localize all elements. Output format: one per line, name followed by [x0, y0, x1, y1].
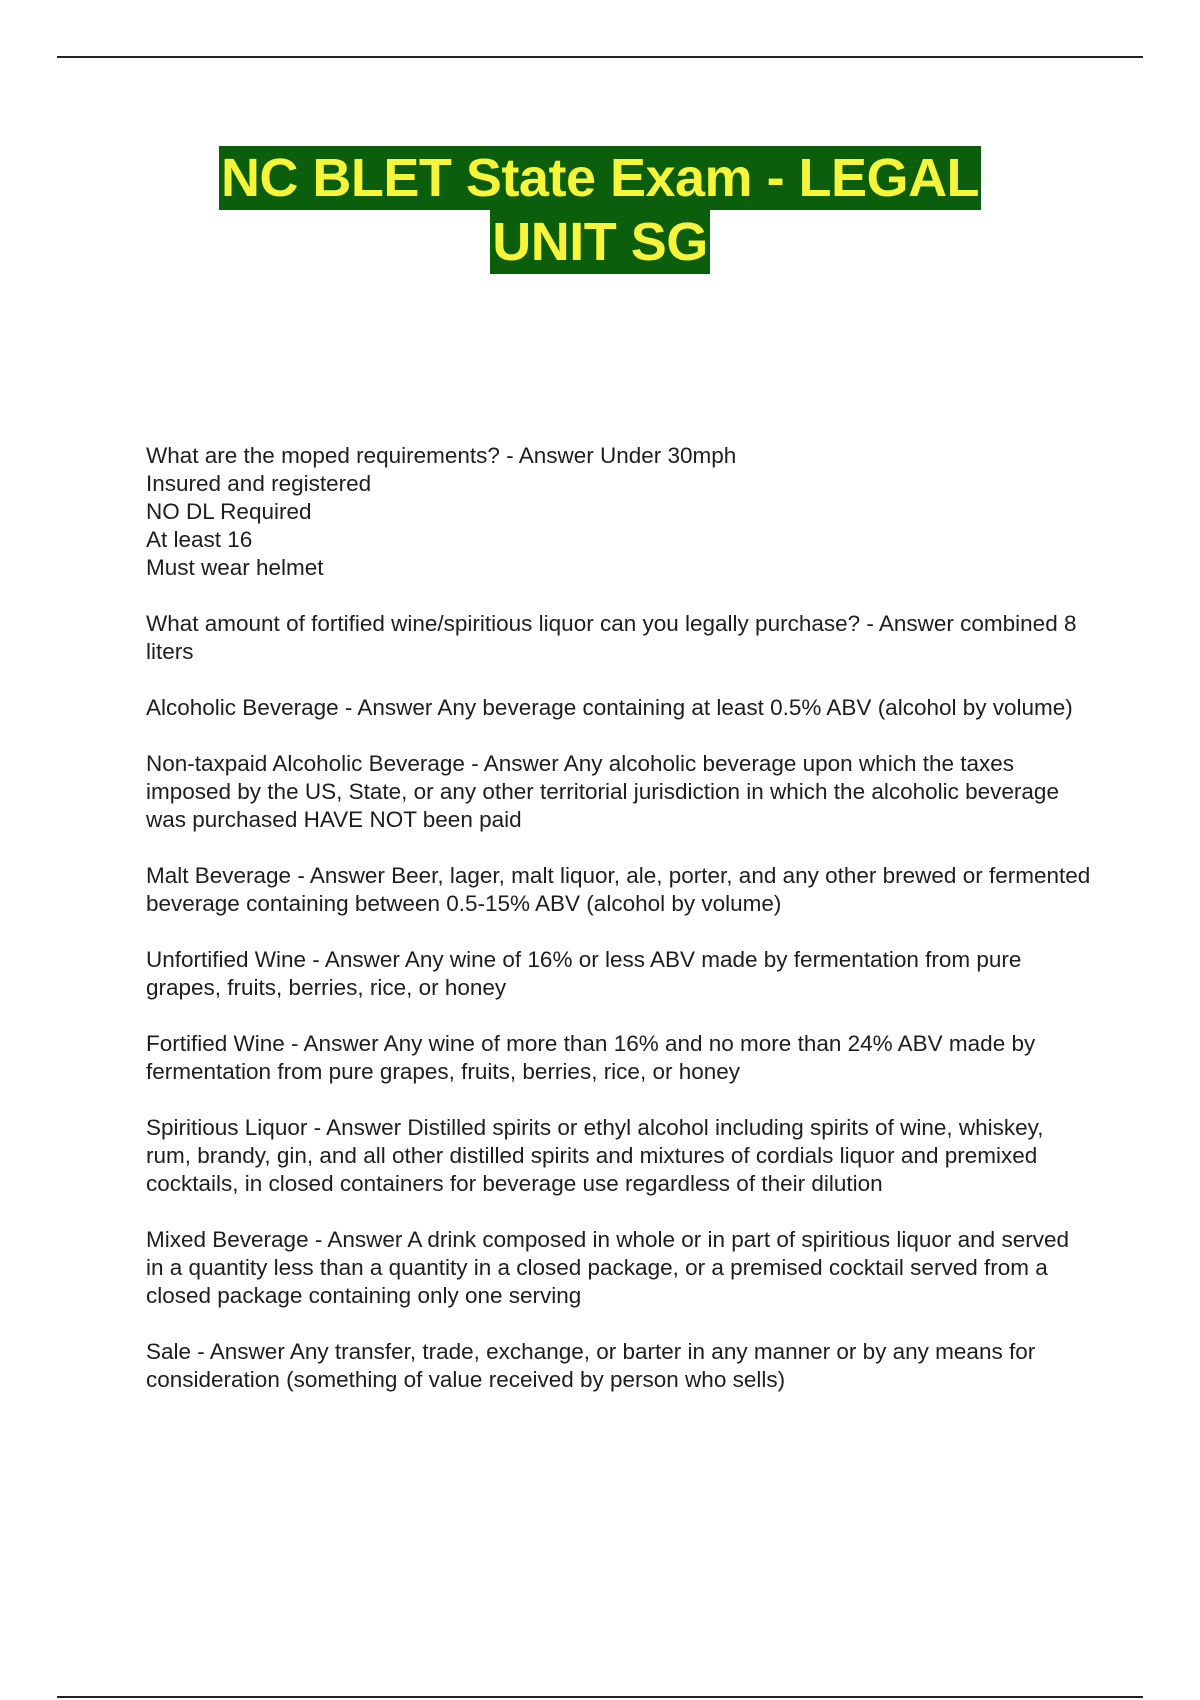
- qa-entry: [146, 946, 1091, 1002]
- qa-entry: [146, 1338, 1091, 1394]
- qa-text: Must wear helmet: [146, 555, 324, 580]
- qa-entry: [146, 1226, 1091, 1310]
- qa-entry: [146, 694, 1091, 722]
- qa-text: What amount of fortified wine/spiritious liquor can you legally purchase? - Answer combined 8 liters: [146, 611, 1077, 664]
- qa-entry: [146, 750, 1091, 834]
- qa-text: Non-taxpaid Alcoholic Beverage - Answer Any alcoholic beverage upon which the taxes imposed by the US, State, or any other territorial jurisdiction in which the alcoholic beverage was purchased HAVE NOT been paid: [146, 751, 1059, 832]
- qa-entry: [146, 862, 1091, 918]
- top-divider: [57, 56, 1143, 58]
- qa-entry: [146, 1114, 1091, 1198]
- qa-text: Mixed Beverage - Answer A drink composed in whole or in part of spiritious liquor and served in a quantity less than a quantity in a closed package, or a premised cocktail served from a closed package containing only one serving: [146, 1227, 1069, 1308]
- title-line-1: NC BLET State Exam - LEGAL: [220, 148, 980, 208]
- qa-text: Sale - Answer Any transfer, trade, exchange, or barter in any manner or by any means for consideration (something of value received by person who sells): [146, 1339, 1036, 1392]
- document-title: [0, 146, 1200, 274]
- qa-entry: [146, 610, 1091, 666]
- bottom-divider: [57, 1696, 1143, 1698]
- qa-text: At least 16: [146, 527, 253, 552]
- qa-entry: [146, 1030, 1091, 1086]
- qa-text: Malt Beverage - Answer Beer, lager, malt liquor, ale, porter, and any other brewed or fermented beverage containing between 0.5-15% ABV (alcohol by volume): [146, 863, 1091, 916]
- qa-entry: [146, 442, 1091, 582]
- qa-text: Unfortified Wine - Answer Any wine of 16% or less ABV made by fermentation from pure grapes, fruits, berries, rice, or honey: [146, 947, 1022, 1000]
- title-line-2: UNIT SG: [492, 212, 708, 272]
- qa-text: Alcoholic Beverage - Answer Any beverage containing at least 0.5% ABV (alcohol by volume): [146, 695, 1073, 720]
- qa-text: Spiritious Liquor - Answer Distilled spirits or ethyl alcohol including spirits of wine, whiskey, rum, brandy, gin, and all other distilled spirits and mixtures of cordials liquor and premixed cocktails, in closed containers for beverage use regardless of their dilution: [146, 1115, 1044, 1196]
- qa-list: [146, 442, 1091, 1422]
- qa-text: Insured and registered: [146, 471, 372, 496]
- qa-text: Fortified Wine - Answer Any wine of more than 16% and no more than 24% ABV made by fermentation from pure grapes, fruits, berries, rice, or honey: [146, 1031, 1036, 1084]
- qa-text: What are the moped requirements? - Answer Under 30mph: [146, 443, 737, 468]
- qa-text: NO DL Required: [146, 499, 312, 524]
